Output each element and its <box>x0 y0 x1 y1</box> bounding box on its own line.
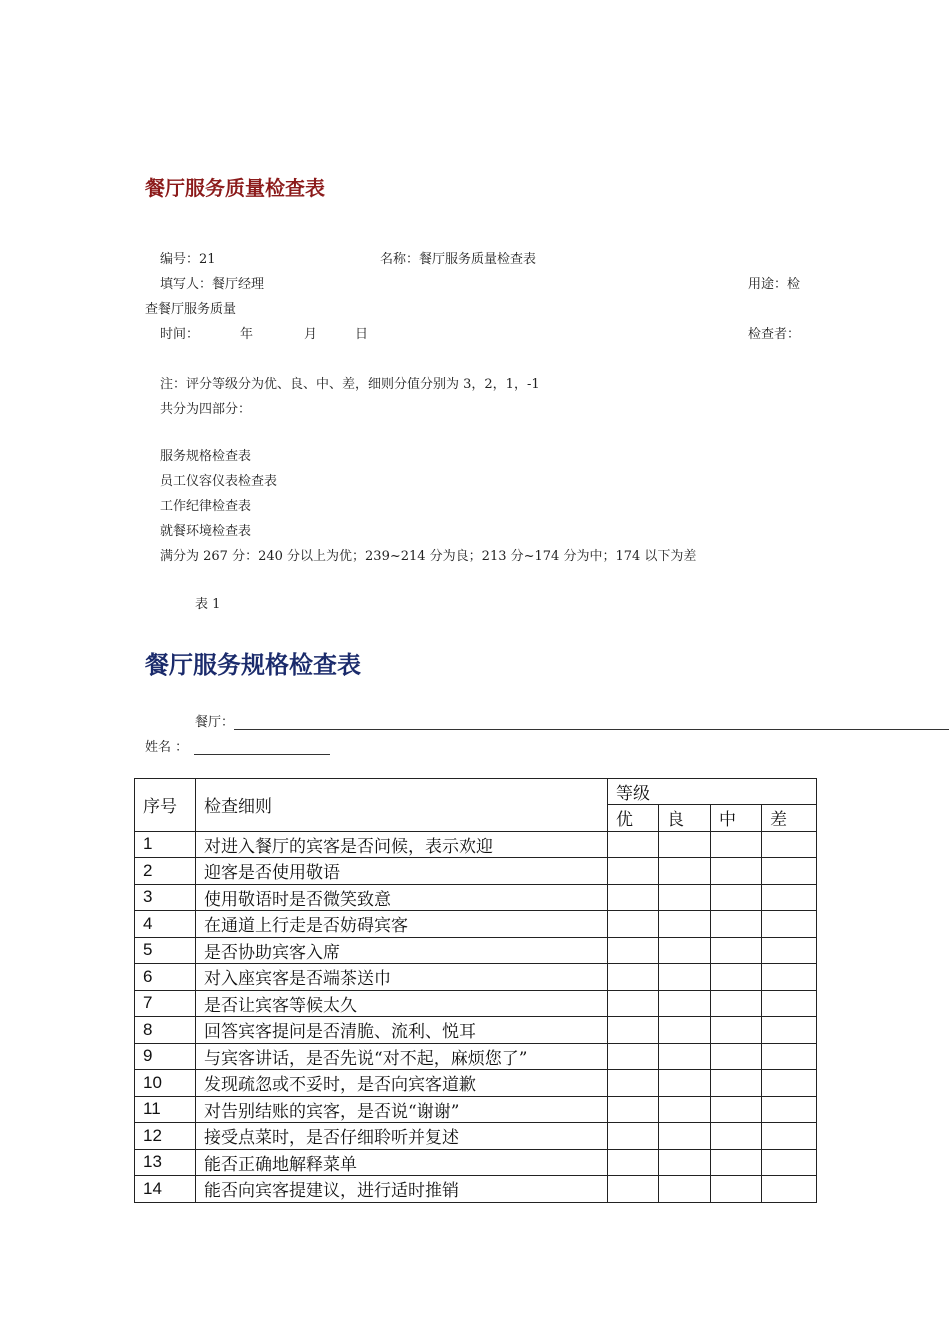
service-spec-table <box>134 778 817 1203</box>
row-item: 能否正确地解释菜单 <box>196 1149 608 1176</box>
table-row <box>135 1096 817 1123</box>
grade-cell[interactable] <box>711 1176 762 1203</box>
row-item: 接受点菜时，是否仔细聆听并复述 <box>196 1123 608 1150</box>
header-detail: 检查细则 <box>196 779 608 832</box>
grade-cell[interactable] <box>762 1017 817 1044</box>
grade-cell[interactable] <box>762 964 817 991</box>
grade-cell[interactable] <box>608 1096 659 1123</box>
name-label: 姓名 ： <box>145 740 189 755</box>
row-number: 5 <box>135 937 196 964</box>
grade-cell[interactable] <box>659 1017 711 1044</box>
day-label: 日 <box>355 327 369 342</box>
grade-cell[interactable] <box>608 1017 659 1044</box>
grade-cell[interactable] <box>711 1149 762 1176</box>
grade-cell[interactable] <box>608 831 659 858</box>
row-number: 6 <box>135 964 196 991</box>
table-label: 表 1 <box>195 597 221 612</box>
row-number: 1 <box>135 831 196 858</box>
grade-poor: 差 <box>762 805 817 832</box>
grade-cell[interactable] <box>762 1149 817 1176</box>
part-item: 服务规格检查表 <box>160 449 252 464</box>
grade-cell[interactable] <box>711 937 762 964</box>
grade-cell[interactable] <box>659 1043 711 1070</box>
grade-cell[interactable] <box>762 911 817 938</box>
table-row <box>135 1176 817 1203</box>
table-row <box>135 831 817 858</box>
grade-excellent: 优 <box>608 805 659 832</box>
row-item: 对进入餐厅的宾客是否问候，表示欢迎 <box>196 831 608 858</box>
row-item: 能否向宾客提建议，进行适时推销 <box>196 1176 608 1203</box>
grade-cell[interactable] <box>659 911 711 938</box>
row-number: 9 <box>135 1043 196 1070</box>
row-item: 迎客是否使用敬语 <box>196 858 608 885</box>
grade-cell[interactable] <box>711 858 762 885</box>
row-number: 3 <box>135 884 196 911</box>
grade-cell[interactable] <box>659 964 711 991</box>
grade-cell[interactable] <box>608 1176 659 1203</box>
part-item: 就餐环境检查表 <box>160 524 252 539</box>
header-seq: 序号 <box>135 779 196 832</box>
table-row <box>135 1043 817 1070</box>
grade-cell[interactable] <box>608 858 659 885</box>
row-item: 回答宾客提问是否清脆、流利、悦耳 <box>196 1017 608 1044</box>
row-number: 12 <box>135 1123 196 1150</box>
purpose-label: 用途：检 <box>748 277 801 292</box>
year-label: 年 <box>240 327 254 342</box>
grade-cell[interactable] <box>711 1070 762 1097</box>
form-title: 餐厅服务规格检查表 <box>145 650 361 679</box>
row-number: 2 <box>135 858 196 885</box>
table-row <box>135 1149 817 1176</box>
time-label: 时间： <box>160 327 200 342</box>
header-grade: 等级 <box>608 779 817 805</box>
row-item: 在通道上行走是否妨碍宾客 <box>196 911 608 938</box>
grade-cell[interactable] <box>762 990 817 1017</box>
row-number: 14 <box>135 1176 196 1203</box>
row-number: 10 <box>135 1070 196 1097</box>
grade-cell[interactable] <box>762 1070 817 1097</box>
row-number: 11 <box>135 1096 196 1123</box>
table-row <box>135 964 817 991</box>
inspector-label: 检查者： <box>748 327 801 342</box>
row-item: 与宾客讲话，是否先说“对不起，麻烦您了” <box>196 1043 608 1070</box>
part-item: 员工仪容仪表检查表 <box>160 474 278 489</box>
grade-cell[interactable] <box>659 1096 711 1123</box>
grade-cell[interactable] <box>711 1043 762 1070</box>
name-line[interactable] <box>194 742 330 755</box>
row-item: 是否让宾客等候太久 <box>196 990 608 1017</box>
row-number: 7 <box>135 990 196 1017</box>
name-field[interactable] <box>145 736 330 755</box>
grade-cell[interactable] <box>711 884 762 911</box>
grade-cell[interactable] <box>659 1149 711 1176</box>
grading-note: 注：评分等级分为优、良、中、差，细则分值分别为 3，2，1，-1 <box>160 377 540 392</box>
grade-cell[interactable] <box>659 1176 711 1203</box>
row-number: 13 <box>135 1149 196 1176</box>
grade-cell[interactable] <box>762 1123 817 1150</box>
grade-cell[interactable] <box>608 937 659 964</box>
score-rule: 满分为 267 分：240 分以上为优；239~214 分为良；213 分~174 分为中；174 以下为差 <box>160 549 697 564</box>
grade-cell[interactable] <box>762 1043 817 1070</box>
table-row <box>135 1070 817 1097</box>
restaurant-line[interactable] <box>234 717 949 730</box>
grade-cell[interactable] <box>711 964 762 991</box>
grade-cell[interactable] <box>711 1017 762 1044</box>
grade-cell[interactable] <box>711 1096 762 1123</box>
month-label: 月 <box>304 327 318 342</box>
grade-cell[interactable] <box>762 884 817 911</box>
restaurant-label: 餐厅： <box>195 715 235 730</box>
parts-intro: 共分为四部分： <box>160 402 252 417</box>
grade-cell[interactable] <box>762 831 817 858</box>
row-number: 4 <box>135 911 196 938</box>
grade-cell[interactable] <box>659 990 711 1017</box>
table-row <box>135 1123 817 1150</box>
part-item: 工作纪律检查表 <box>160 499 252 514</box>
page-title: 餐厅服务质量检查表 <box>145 176 325 200</box>
grade-cell[interactable] <box>608 990 659 1017</box>
row-item: 是否协助宾客入席 <box>196 937 608 964</box>
filler: 填写人：餐厅经理 <box>160 277 265 292</box>
grade-cell[interactable] <box>711 990 762 1017</box>
row-item: 发现疏忽或不妥时，是否向宾客道歉 <box>196 1070 608 1097</box>
grade-cell[interactable] <box>608 1070 659 1097</box>
doc-number: 编号：21 <box>160 252 216 267</box>
table-row <box>135 858 817 885</box>
row-item: 对入座宾客是否端茶送巾 <box>196 964 608 991</box>
table-row <box>135 1017 817 1044</box>
grade-cell[interactable] <box>762 858 817 885</box>
grade-cell[interactable] <box>711 911 762 938</box>
grade-cell[interactable] <box>608 1123 659 1150</box>
table-row <box>135 911 817 938</box>
grade-cell[interactable] <box>659 937 711 964</box>
grade-fair: 中 <box>711 805 762 832</box>
grade-cell[interactable] <box>659 831 711 858</box>
grade-cell[interactable] <box>608 1149 659 1176</box>
grade-cell[interactable] <box>762 937 817 964</box>
grade-cell[interactable] <box>762 1176 817 1203</box>
restaurant-field[interactable] <box>195 711 949 730</box>
grade-good: 良 <box>659 805 711 832</box>
grade-cell[interactable] <box>711 831 762 858</box>
row-item: 对告别结账的宾客，是否说“谢谢” <box>196 1096 608 1123</box>
grade-cell[interactable] <box>711 1123 762 1150</box>
row-item: 使用敬语时是否微笑致意 <box>196 884 608 911</box>
table-row <box>135 990 817 1017</box>
table-row <box>135 937 817 964</box>
grade-cell[interactable] <box>608 964 659 991</box>
row-number: 8 <box>135 1017 196 1044</box>
purpose-value: 查餐厅服务质量 <box>145 302 237 317</box>
doc-name: 名称：餐厅服务质量检查表 <box>380 252 537 267</box>
grade-cell[interactable] <box>762 1096 817 1123</box>
table-row <box>135 884 817 911</box>
grade-cell[interactable] <box>608 911 659 938</box>
grade-cell[interactable] <box>659 1123 711 1150</box>
grade-cell[interactable] <box>659 884 711 911</box>
grade-cell[interactable] <box>659 858 711 885</box>
grade-cell[interactable] <box>659 1070 711 1097</box>
grade-cell[interactable] <box>608 884 659 911</box>
grade-cell[interactable] <box>608 1043 659 1070</box>
